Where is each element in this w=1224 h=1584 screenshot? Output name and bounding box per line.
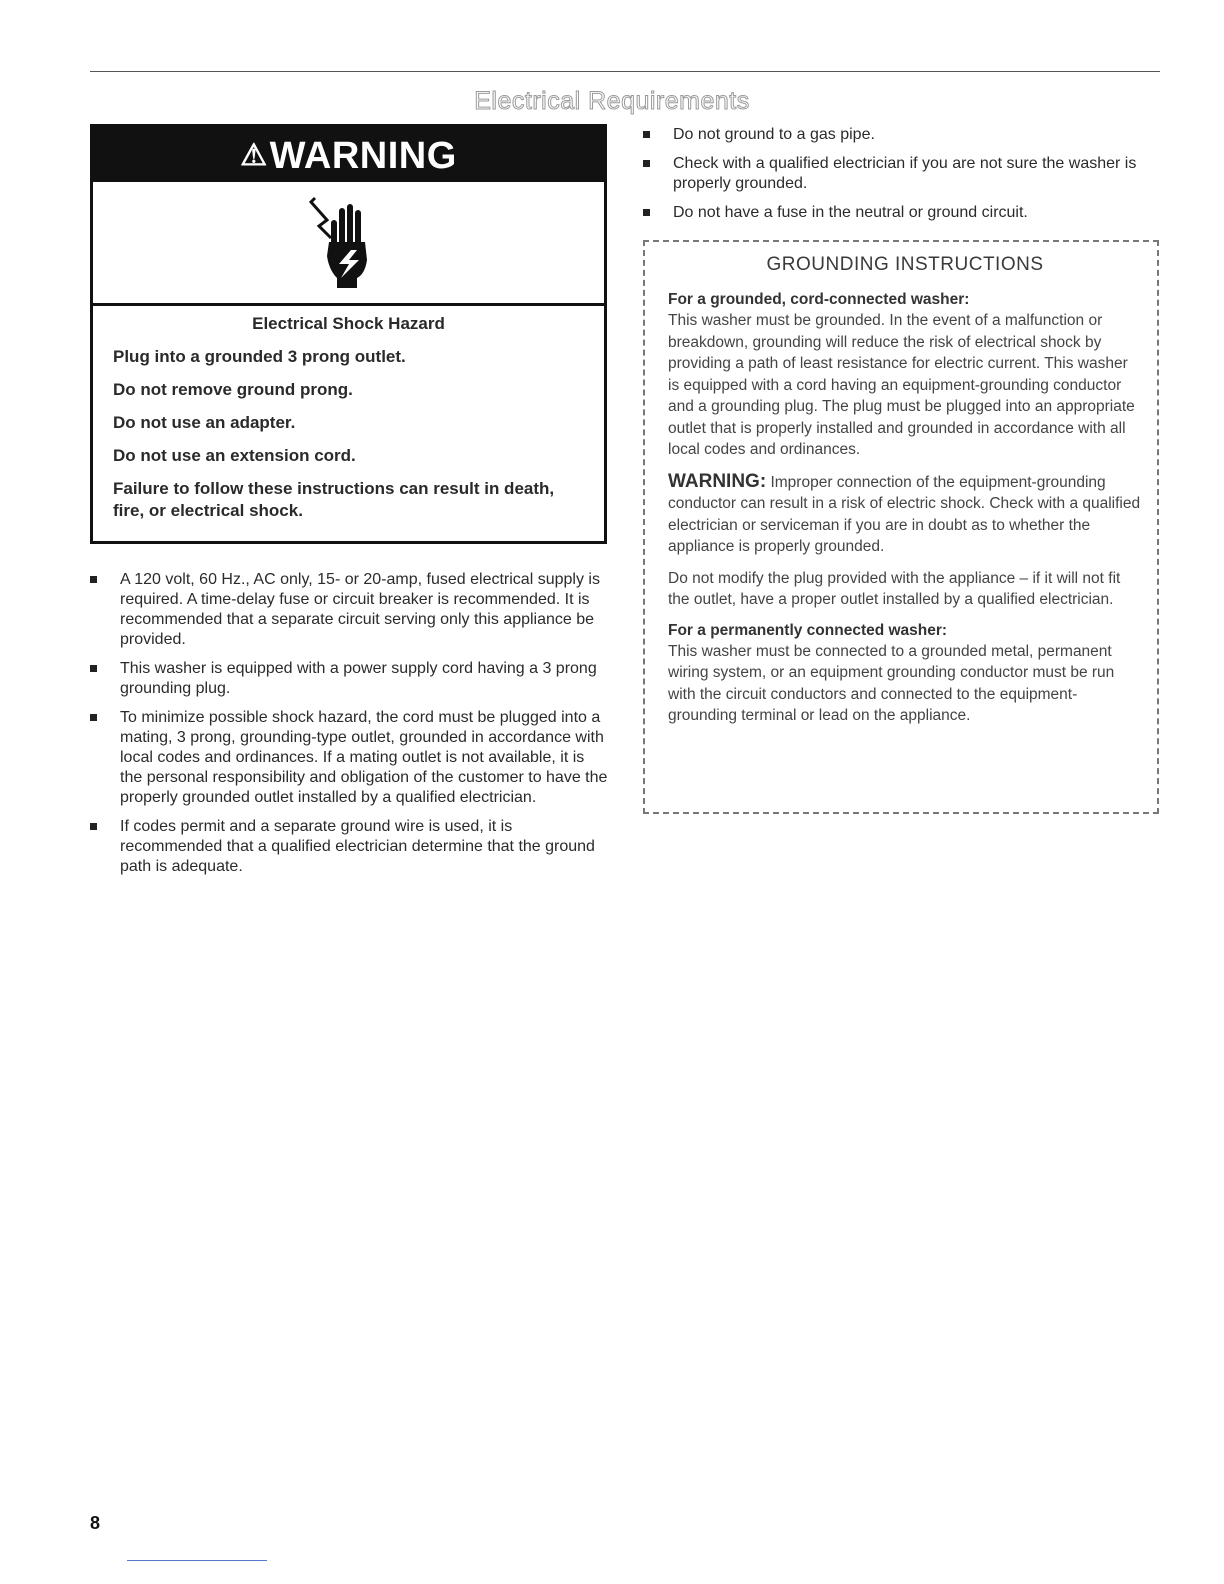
list-item <box>643 154 1158 194</box>
warning-line: Do not remove ground prong. <box>113 380 353 399</box>
list-item <box>90 708 608 808</box>
warning-box <box>90 124 607 544</box>
bottom-rule <box>127 1560 267 1561</box>
permanent-connection-subtitle: For a permanently connected washer: <box>668 621 948 639</box>
list-item <box>90 817 608 877</box>
warning-header-label: WARNING <box>269 135 457 177</box>
warning-line: Plug into a grounded 3 prong outlet. <box>113 347 406 366</box>
bullet-square-icon <box>90 576 97 583</box>
cord-connected-subtitle: For a grounded, cord-connected washer: <box>668 291 970 308</box>
bullet-square-icon <box>643 209 650 216</box>
modify-plug-text: Do not modify the plug provided with the appliance – if it will not fit the outlet, have a proper outlet installed by a qualified electrician. <box>668 569 1121 608</box>
list-item <box>643 125 1158 145</box>
bullet-square-icon <box>643 131 650 138</box>
right-bullet-list <box>643 125 1158 232</box>
list-item <box>643 203 1158 223</box>
list-item-text: Do not ground to a gas pipe. <box>673 126 875 143</box>
grounding-title: GROUNDING INSTRUCTIONS <box>766 254 1044 275</box>
bullet-square-icon <box>90 714 97 721</box>
hazard-title: Electrical Shock Hazard <box>252 314 445 333</box>
list-item-text: This washer is equipped with a power supply cord having a 3 prong grounding plug. <box>120 660 597 697</box>
grounding-warning-text: Improper connection of the equipment-grounding conductor can result in a risk of electric shock. Check with a qualified electrician or serviceman if you are in doubt as to whether the appliance is properly grounded. <box>668 473 1141 555</box>
list-item-text: A 120 volt, 60 Hz., AC only, 15- or 20-amp, fused electrical supply is required. A time-delay fuse or circuit breaker is recommended. It is recommended that a separate circuit serving only this appliance be provided. <box>120 571 600 648</box>
bullet-square-icon <box>90 665 97 672</box>
warning-triangle-icon: ⚠ <box>240 139 268 172</box>
bullet-square-icon <box>643 160 650 167</box>
list-item <box>90 570 608 650</box>
page-number: 8 <box>90 1513 101 1533</box>
top-rule <box>90 71 1160 72</box>
grounding-instructions-box <box>643 240 1159 814</box>
electric-shock-hand-icon <box>309 194 379 290</box>
page-heading: Electrical Requirements <box>474 87 750 115</box>
list-item-text: Check with a qualified electrician if you are not sure the washer is properly grounded. <box>673 155 1137 192</box>
bullet-square-icon <box>90 823 97 830</box>
list-item <box>90 659 608 699</box>
list-item-text: If codes permit and a separate ground wire is used, it is recommended that a qualified electrician determine that the ground path is adequate. <box>120 818 595 875</box>
warning-line: Failure to follow these instructions can result in death, fire, or electrical shock. <box>113 479 555 520</box>
grounding-warning-paragraph <box>668 471 1142 558</box>
grounding-warning-label: WARNING: <box>668 470 767 492</box>
left-bullet-list <box>90 570 608 886</box>
warning-line: Do not use an extension cord. <box>113 446 356 465</box>
list-item-text: Do not have a fuse in the neutral or ground circuit. <box>673 204 1028 221</box>
warning-header <box>93 127 604 182</box>
icon-area <box>93 182 604 306</box>
warning-body <box>93 306 604 522</box>
cord-connected-text: This washer must be grounded. In the event of a malfunction or breakdown, grounding will reduce the risk of electrical shock by providing a path of least resistance for electric current. This washer is equipped with a cord having an equipment-grounding conductor and a grounding plug. The plug must be plugged into an appropriate outlet that is properly installed and grounded in accordance with all local codes and ordinances. <box>668 312 1135 458</box>
permanent-connection-text: This washer must be connected to a grounded metal, permanent wiring system, or an equipment grounding conductor must be run with the circuit conductors and connected to the equipment-grounding terminal or lead on the appliance. <box>668 642 1115 724</box>
warning-line: Do not use an adapter. <box>113 413 296 432</box>
list-item-text: To minimize possible shock hazard, the cord must be plugged into a mating, 3 prong, grounding-type outlet, grounded in accordance with local codes and ordinances. If a mating outlet is not available, it is the personal responsibility and obligation of the customer to have the properly grounded outlet installed by a qualified electrician. <box>120 709 608 806</box>
